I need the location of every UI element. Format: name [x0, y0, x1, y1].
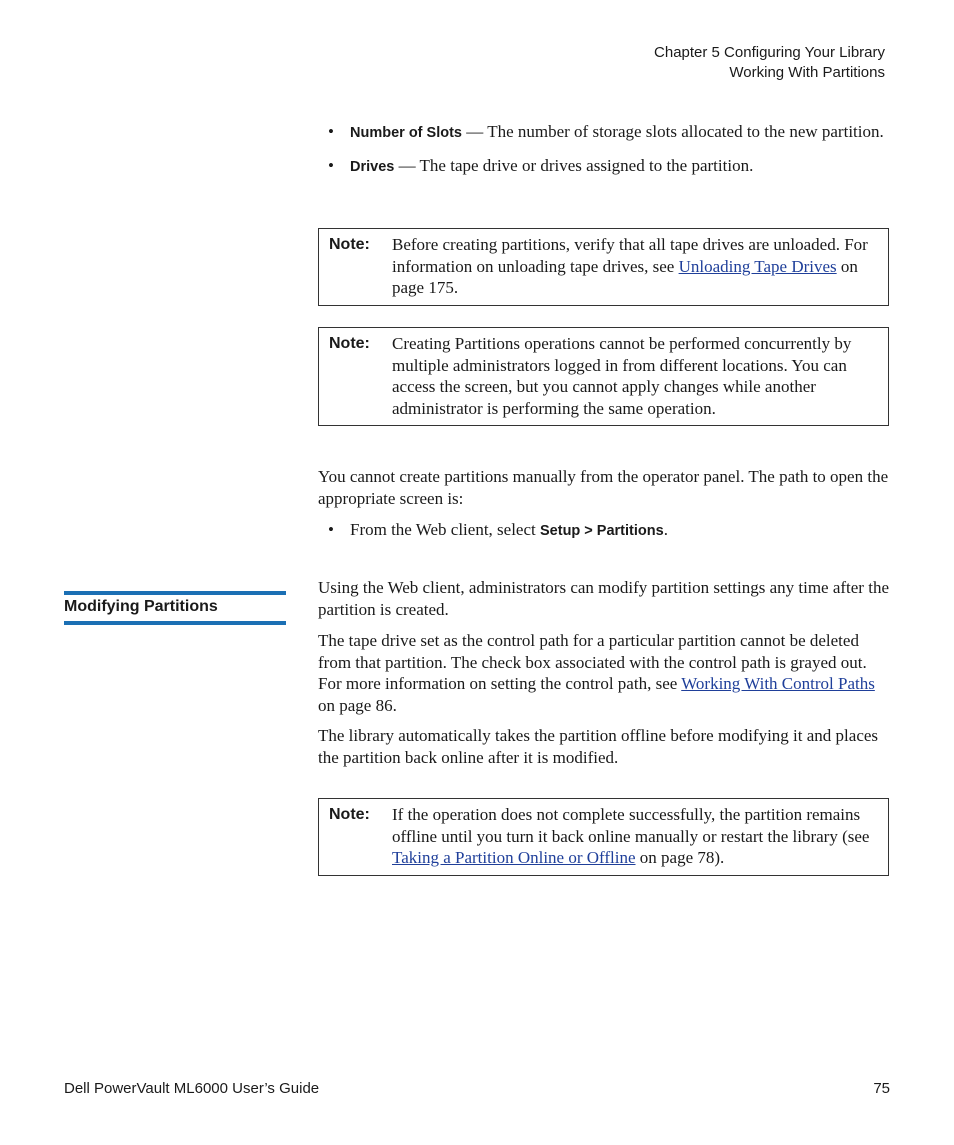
list-item: • Drives — The tape drive or drives assigned to the partition.	[328, 155, 754, 175]
menu-path: Setup > Partitions	[540, 523, 664, 539]
note-text-part: on page 175.	[392, 256, 858, 297]
bullet-term: Drives	[350, 158, 395, 175]
paragraph-text-part: The tape drive set as the control path for a particular partition cannot be deleted from that partition. The check box associated with the control path is grayed out. For more information on setting the control path, see	[318, 631, 867, 693]
note-text-part: Before creating partitions, verify that all tape drives are unloaded. For information on unloading tape drives, see	[392, 235, 868, 276]
bullet-text: From the Web client, select	[350, 520, 540, 539]
header-chapter: Chapter 5 Configuring Your Library	[654, 44, 885, 61]
note-label: Note:	[329, 335, 370, 352]
section-heading	[64, 591, 286, 625]
note-label: Note:	[329, 806, 370, 823]
bullet-text: The tape drive or drives assigned to the partition.	[419, 155, 754, 175]
note-text	[392, 234, 878, 299]
control-path-paragraph	[318, 630, 890, 716]
offline-paragraph	[318, 725, 890, 768]
note-box	[318, 798, 889, 876]
bullet-text: The number of storage slots allocated to the new partition.	[487, 122, 884, 141]
path-paragraph	[318, 466, 890, 509]
bullet-dash: —	[461, 122, 488, 141]
paragraph-text-part: on page 86.	[318, 695, 397, 715]
paragraph-text	[318, 630, 890, 716]
paragraph-text: You cannot create partitions manually from the operator panel. The path to open the appropriate screen is:	[318, 467, 889, 508]
top-bullet-list	[318, 121, 890, 188]
paragraph-text: The library automatically takes the partition offline before modifying it and places the partition back online after it is modified.	[318, 726, 879, 767]
bullet-term: Number of Slots	[350, 125, 462, 141]
bullet-dash: —	[394, 155, 420, 175]
link-working-with-control-paths[interactable]: Working With Control Paths	[681, 674, 875, 693]
note-text-part: on page 78).	[635, 848, 725, 867]
footer-page-number: 75	[873, 1080, 890, 1097]
page-header	[654, 43, 885, 83]
link-unloading-tape-drives[interactable]: Unloading Tape Drives	[678, 256, 837, 276]
note-label: Note:	[329, 236, 370, 253]
header-section: Working With Partitions	[729, 64, 885, 81]
list-item: • From the Web client, select Setup > Partitions.	[328, 520, 668, 539]
list-item: • Number of Slots — The number of storage slots allocated to the new partition.	[328, 122, 884, 141]
note-text-part: If the operation does not complete successfully, the partition remains offline until you turn it back online manually or restart the library (see	[392, 805, 870, 846]
bullet-end: .	[663, 520, 668, 539]
note-box	[318, 327, 889, 426]
path-bullet-list	[318, 519, 890, 553]
paragraph-text: Using the Web client, administrators can modify partition settings any time after the partition is created.	[318, 578, 889, 619]
modify-paragraph	[318, 577, 890, 620]
link-taking-partition-online-offline[interactable]: Taking a Partition Online or Offline	[392, 848, 636, 867]
note-box	[318, 228, 889, 306]
note-text	[392, 804, 878, 869]
footer-title: Dell PowerVault ML6000 User’s Guide	[64, 1080, 320, 1097]
section-heading-text: Modifying Partitions	[64, 598, 218, 615]
note-text: Creating Partitions operations cannot be performed concurrently by multiple administrators logged in from different locations. You can access the screen, but you cannot apply changes while another administrator is performing the same operation.	[392, 334, 852, 418]
